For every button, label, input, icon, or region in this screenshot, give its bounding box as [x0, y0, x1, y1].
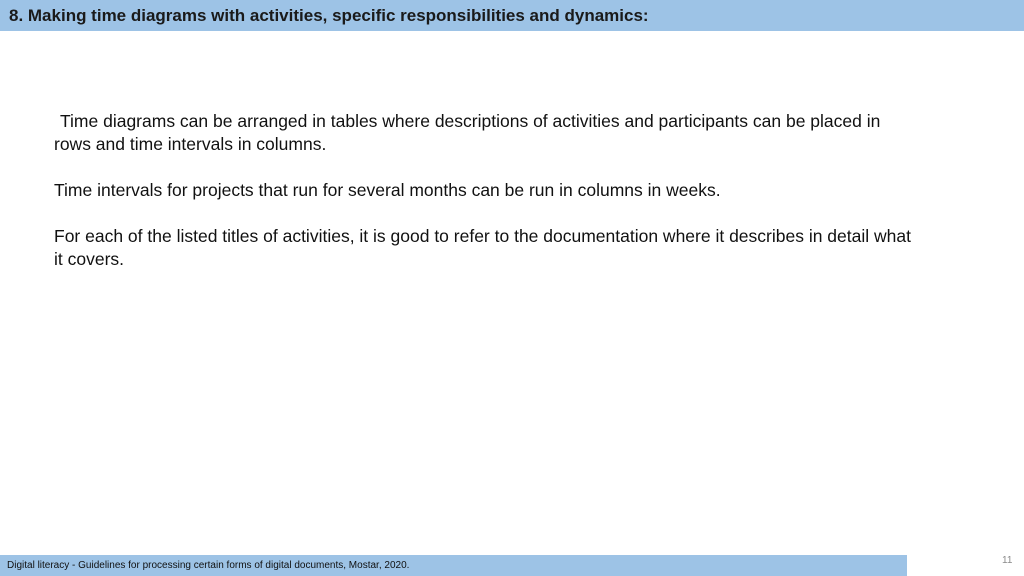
footer-bar: [0, 555, 907, 576]
slide-content: [54, 110, 914, 294]
page-number: 11: [1002, 555, 1013, 566]
paragraph-documentation: For each of the listed titles of activities, it is good to refer to the documentation where it describes in detail what it covers.: [54, 226, 911, 269]
slide-title: 8. Making time diagrams with activities, specific responsibilities and dynamics:: [9, 6, 649, 25]
footer-text: Digital literacy - Guidelines for processing certain forms of digital documents, Mostar, 2020.: [7, 560, 410, 571]
paragraph-time-intervals: Time intervals for projects that run for several months can be run in columns in weeks.: [54, 180, 721, 200]
title-bar: [0, 0, 1024, 31]
paragraph-time-diagrams: Time diagrams can be arranged in tables where descriptions of activities and participants can be placed in rows and time intervals in columns.: [54, 111, 881, 154]
